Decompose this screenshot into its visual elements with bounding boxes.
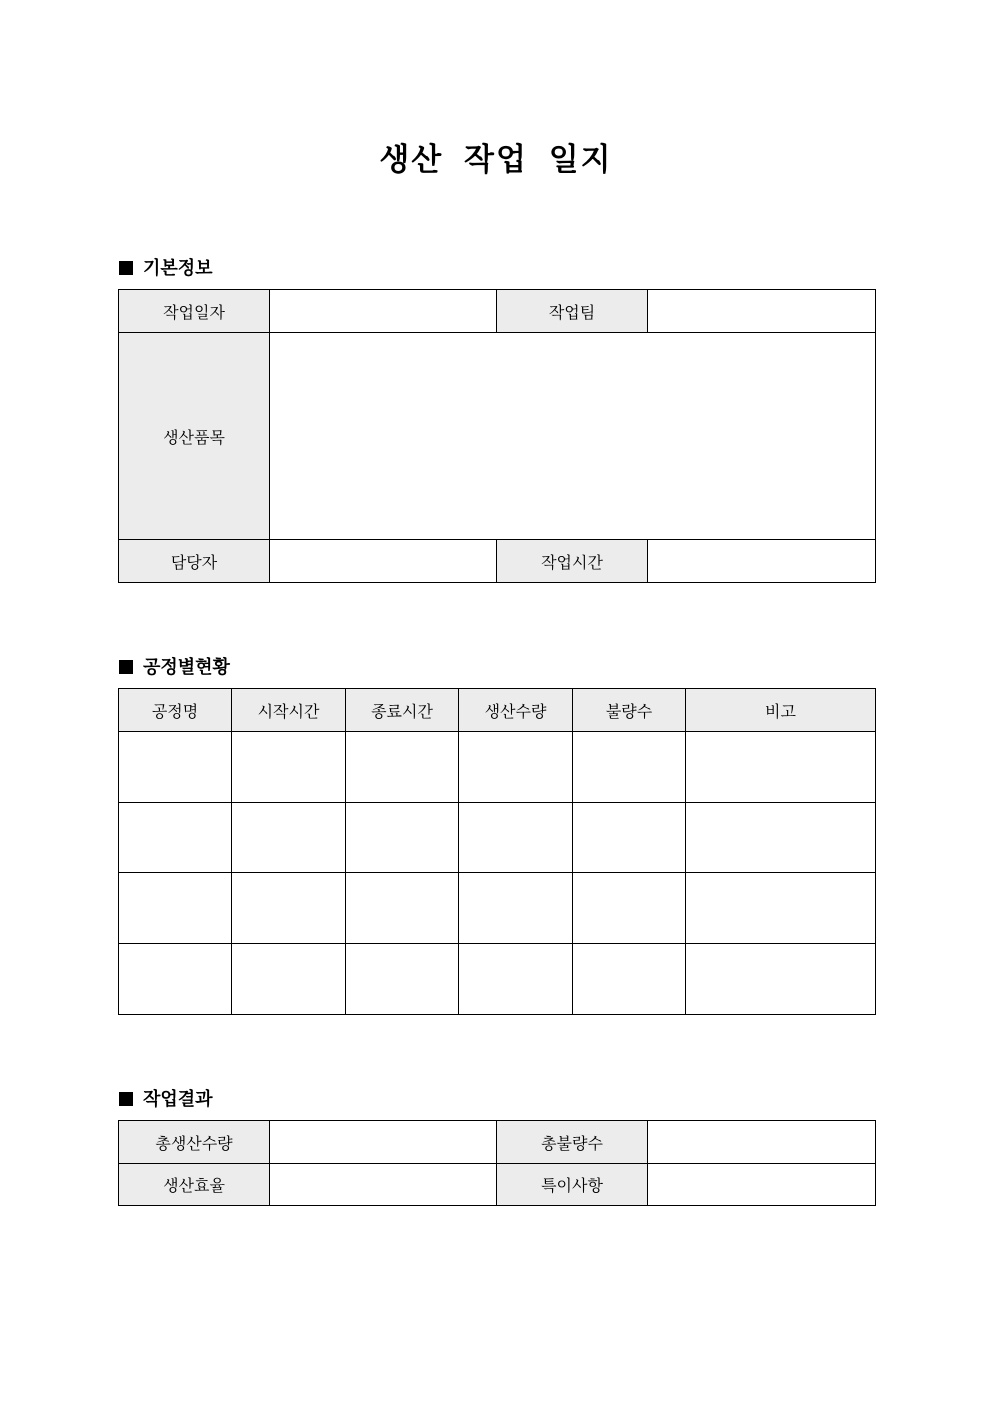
work-team-label: 작업팀 (497, 290, 648, 333)
page-title: 생산 작업 일지 (379, 142, 613, 178)
column-header-process-name: 공정명 (119, 689, 232, 732)
remarks-cell[interactable] (686, 732, 876, 803)
basic-info-table (118, 289, 876, 583)
work-date-label: 작업일자 (119, 290, 270, 333)
table-row (119, 540, 876, 583)
remarks-cell[interactable] (686, 803, 876, 873)
work-time-field[interactable] (648, 540, 876, 583)
production-quantity-cell[interactable] (459, 873, 573, 944)
table-row (119, 1164, 876, 1206)
start-time-cell[interactable] (232, 944, 346, 1015)
end-time-cell[interactable] (346, 803, 459, 873)
column-header-remarks: 비고 (686, 689, 876, 732)
end-time-cell[interactable] (346, 732, 459, 803)
manager-label: 담당자 (119, 540, 270, 583)
column-header-start-time: 시작시간 (232, 689, 346, 732)
section-heading-label: 공정별현황 (143, 657, 230, 678)
table-row (119, 873, 876, 944)
remarks-cell[interactable] (686, 873, 876, 944)
process-name-cell[interactable] (119, 944, 232, 1015)
process-name-cell[interactable] (119, 803, 232, 873)
section-heading-process-status (119, 653, 230, 679)
column-header-production-quantity: 생산수량 (459, 689, 573, 732)
total-quantity-label: 총생산수량 (119, 1121, 270, 1164)
remarks-label: 특이사항 (497, 1164, 648, 1206)
remarks-field[interactable] (648, 1164, 876, 1206)
section-heading-work-result (119, 1085, 213, 1111)
table-row (119, 732, 876, 803)
total-defects-label: 총불량수 (497, 1121, 648, 1164)
defect-count-cell[interactable] (573, 944, 686, 1015)
section-heading-label: 기본정보 (143, 258, 213, 279)
work-time-label: 작업시간 (497, 540, 648, 583)
production-quantity-cell[interactable] (459, 732, 573, 803)
column-header-defect-count: 불량수 (573, 689, 686, 732)
remarks-cell[interactable] (686, 944, 876, 1015)
column-header-end-time: 종료시간 (346, 689, 459, 732)
process-name-cell[interactable] (119, 873, 232, 944)
total-quantity-field[interactable] (270, 1121, 497, 1164)
defect-count-cell[interactable] (573, 873, 686, 944)
product-item-field[interactable] (270, 333, 876, 540)
start-time-cell[interactable] (232, 732, 346, 803)
end-time-cell[interactable] (346, 944, 459, 1015)
table-header-row (119, 689, 876, 732)
section-heading-basic-info (119, 254, 213, 280)
end-time-cell[interactable] (346, 873, 459, 944)
section-heading-label: 작업결과 (143, 1089, 213, 1110)
table-row (119, 1121, 876, 1164)
total-defects-field[interactable] (648, 1121, 876, 1164)
efficiency-field[interactable] (270, 1164, 497, 1206)
start-time-cell[interactable] (232, 803, 346, 873)
work-team-field[interactable] (648, 290, 876, 333)
square-bullet-icon (119, 660, 133, 674)
table-row (119, 333, 876, 540)
table-row (119, 290, 876, 333)
process-status-table (118, 688, 876, 1015)
production-quantity-cell[interactable] (459, 803, 573, 873)
start-time-cell[interactable] (232, 873, 346, 944)
table-row (119, 944, 876, 1015)
square-bullet-icon (119, 1092, 133, 1106)
work-date-field[interactable] (270, 290, 497, 333)
product-item-label: 생산품목 (119, 333, 270, 540)
defect-count-cell[interactable] (573, 732, 686, 803)
efficiency-label: 생산효율 (119, 1164, 270, 1206)
defect-count-cell[interactable] (573, 803, 686, 873)
manager-field[interactable] (270, 540, 497, 583)
square-bullet-icon (119, 261, 133, 275)
table-row (119, 803, 876, 873)
production-quantity-cell[interactable] (459, 944, 573, 1015)
work-result-table (118, 1120, 876, 1206)
process-name-cell[interactable] (119, 732, 232, 803)
